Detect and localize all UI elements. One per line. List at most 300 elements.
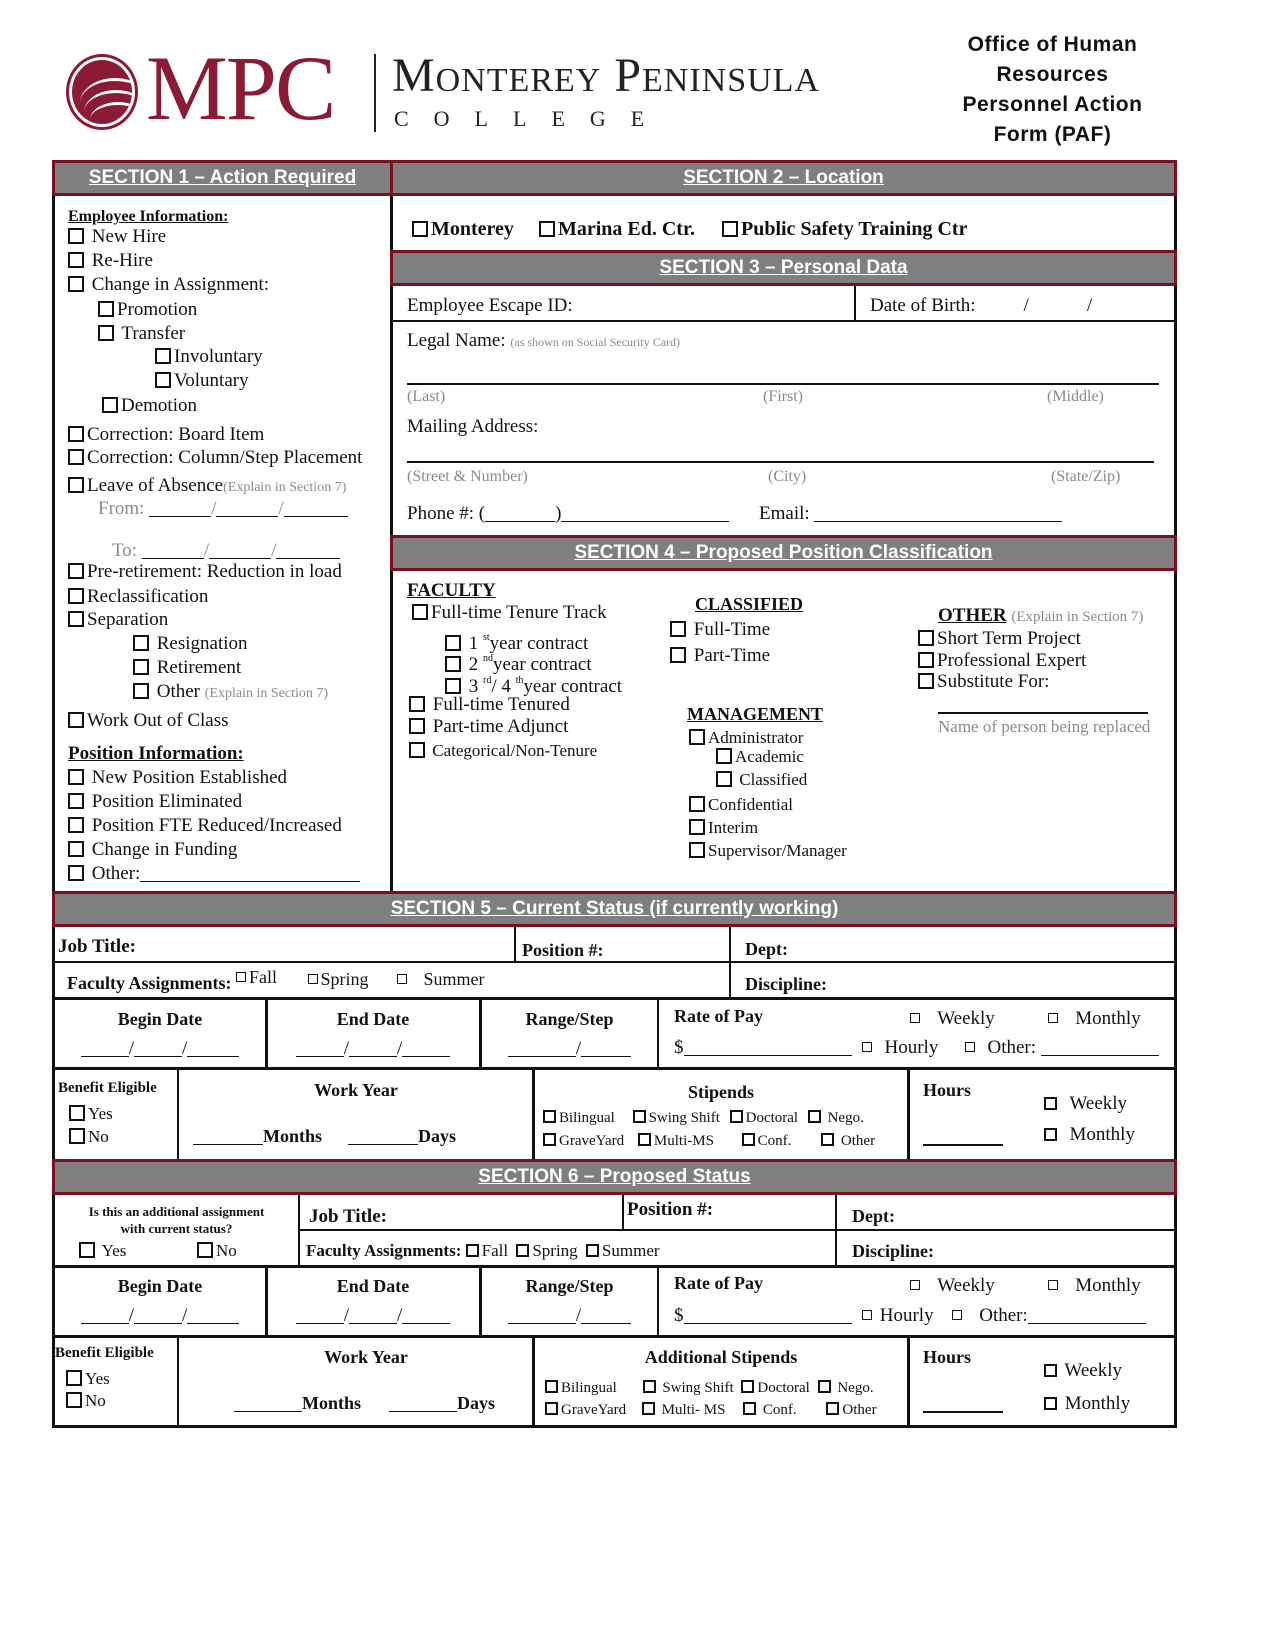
checkbox-icon[interactable] bbox=[1044, 1128, 1057, 1141]
dob-field[interactable]: Date of Birth: / / bbox=[870, 295, 1093, 316]
checkbox-icon[interactable] bbox=[952, 1310, 962, 1320]
checkbox-new-position[interactable] bbox=[68, 767, 287, 789]
label: Reclassification bbox=[87, 586, 209, 607]
s6-range-step-input[interactable]: / bbox=[482, 1305, 657, 1327]
management-heading: MANAGEMENT bbox=[687, 704, 823, 724]
s6-pay-hourly[interactable] bbox=[862, 1305, 934, 1327]
label: Pre-retirement: Reduction in load bbox=[87, 561, 342, 582]
checkbox-work-out-of-class[interactable] bbox=[68, 710, 229, 732]
s5-pay-monthly[interactable] bbox=[1048, 1008, 1141, 1030]
checkbox-icon[interactable] bbox=[910, 1280, 920, 1290]
legal-name-input[interactable] bbox=[407, 383, 1159, 385]
other-heading: OTHER bbox=[938, 605, 1007, 626]
checkbox-icon[interactable] bbox=[409, 718, 425, 734]
sup: th bbox=[515, 675, 524, 686]
leave-from-field[interactable]: From: / / bbox=[98, 498, 348, 520]
label: Nego. bbox=[827, 1110, 864, 1126]
checkbox-demotion[interactable] bbox=[102, 395, 197, 417]
position-other-input[interactable] bbox=[140, 864, 360, 882]
stipend-other[interactable] bbox=[821, 1133, 875, 1149]
s6-stipend-multi-ms[interactable] bbox=[642, 1402, 726, 1418]
employee-info-heading: Employee Information: bbox=[68, 208, 229, 225]
divider bbox=[514, 927, 516, 962]
stipend-conf[interactable] bbox=[742, 1133, 792, 1149]
label: Monterey bbox=[431, 218, 514, 240]
s6-end-date-input[interactable]: / / bbox=[268, 1305, 478, 1327]
s5-work-year-label: Work Year bbox=[314, 1080, 398, 1100]
checkbox-promotion[interactable] bbox=[98, 299, 197, 321]
label: Bilingual bbox=[561, 1380, 617, 1396]
checkbox-icon[interactable] bbox=[197, 1242, 213, 1258]
checkbox-pt-adjunct[interactable] bbox=[409, 716, 568, 738]
label: Monthly bbox=[1075, 1275, 1141, 1296]
college-subtitle: COLLEGE bbox=[394, 106, 670, 131]
mpc-logo-emblem bbox=[72, 60, 132, 124]
s6-rate-input[interactable] bbox=[674, 1305, 852, 1327]
s6-additional-no[interactable] bbox=[197, 1240, 237, 1262]
label: Conf. bbox=[757, 1133, 792, 1149]
checkbox-icon[interactable] bbox=[68, 712, 84, 728]
checkbox-involuntary[interactable] bbox=[155, 346, 263, 368]
label: Monthly bbox=[1075, 1008, 1141, 1029]
checkbox-resignation[interactable] bbox=[133, 633, 248, 655]
label: Hourly bbox=[884, 1037, 939, 1058]
checkbox-icon[interactable] bbox=[412, 604, 428, 620]
checkbox-icon[interactable] bbox=[69, 1128, 85, 1144]
label: Re-Hire bbox=[91, 250, 153, 271]
label: Classified bbox=[739, 770, 808, 789]
checkbox-marina[interactable] bbox=[539, 218, 695, 240]
checkbox-public-safety[interactable] bbox=[722, 218, 967, 240]
checkbox-icon[interactable] bbox=[466, 1244, 479, 1257]
checkbox-icon[interactable] bbox=[862, 1042, 872, 1052]
label: Yes bbox=[88, 1104, 113, 1123]
to-label: To: bbox=[112, 540, 138, 561]
checkbox-icon[interactable] bbox=[638, 1133, 651, 1146]
checkbox-icon[interactable] bbox=[965, 1042, 975, 1052]
checkbox-professional-expert[interactable] bbox=[918, 650, 1086, 672]
college-name: Monterey Peninsula bbox=[392, 49, 821, 102]
checkbox-icon[interactable] bbox=[409, 742, 425, 758]
s6-stipend-bilingual[interactable] bbox=[545, 1380, 617, 1396]
s6-pay-weekly[interactable] bbox=[910, 1275, 995, 1297]
checkbox-icon[interactable] bbox=[412, 221, 428, 237]
s5-spring-checkbox[interactable] bbox=[308, 969, 369, 989]
label: Other bbox=[840, 1133, 876, 1149]
label: year contract bbox=[489, 633, 589, 654]
divider bbox=[907, 1067, 910, 1159]
label: GraveYard bbox=[561, 1402, 627, 1418]
checkbox-icon[interactable] bbox=[66, 1370, 82, 1386]
checkbox-icon[interactable] bbox=[68, 588, 84, 604]
s6-stipend-nego[interactable] bbox=[818, 1380, 874, 1396]
checkbox-icon[interactable] bbox=[1044, 1364, 1057, 1377]
label: Correction: Column/Step Placement bbox=[87, 447, 363, 468]
sup: rd bbox=[483, 675, 492, 686]
dob-label: Date of Birth: bbox=[870, 295, 976, 316]
checkbox-icon[interactable] bbox=[68, 817, 84, 833]
label: Public Safety Training Ctr bbox=[740, 218, 968, 240]
form-border-left bbox=[52, 160, 55, 1428]
section1-header: SECTION 1 – Action Required bbox=[52, 160, 393, 196]
checkbox-icon[interactable] bbox=[79, 1242, 95, 1258]
s5-begin-date-input[interactable]: / / bbox=[55, 1038, 265, 1060]
label: New Position Established bbox=[91, 767, 288, 788]
checkbox-icon[interactable] bbox=[236, 972, 246, 982]
s5-rate-label: Rate of Pay bbox=[674, 1006, 763, 1026]
s6-job-title-field[interactable]: Job Title: bbox=[309, 1206, 387, 1227]
label: Professional Expert bbox=[937, 650, 1087, 671]
divider bbox=[52, 961, 1177, 963]
checkbox-icon[interactable] bbox=[808, 1110, 821, 1123]
checkbox-icon[interactable] bbox=[643, 1380, 656, 1393]
s6-benefit-no[interactable] bbox=[66, 1390, 106, 1412]
street-caption: (Street & Number) bbox=[407, 468, 528, 485]
checkbox-mgmt-classified[interactable] bbox=[716, 769, 807, 791]
checkbox-icon[interactable] bbox=[642, 1402, 655, 1415]
replaced-caption: Name of person being replaced bbox=[938, 717, 1151, 736]
checkbox-icon[interactable] bbox=[102, 397, 118, 413]
checkbox-icon[interactable] bbox=[68, 228, 84, 244]
checkbox-icon[interactable] bbox=[68, 611, 84, 627]
checkbox-icon[interactable] bbox=[1044, 1397, 1057, 1410]
checkbox-icon[interactable] bbox=[155, 372, 171, 388]
checkbox-leave-absence[interactable] bbox=[68, 475, 346, 499]
first-caption: (First) bbox=[763, 388, 803, 405]
checkbox-icon[interactable] bbox=[68, 449, 84, 465]
checkbox-icon[interactable] bbox=[1048, 1280, 1058, 1290]
s6-summer-checkbox[interactable] bbox=[586, 1241, 660, 1260]
s5-benefit-yes[interactable] bbox=[69, 1103, 113, 1125]
divider bbox=[907, 1335, 910, 1427]
checkbox-academic[interactable] bbox=[716, 746, 804, 768]
position-info-heading: Position Information: bbox=[68, 743, 244, 764]
s6-spring-checkbox[interactable] bbox=[516, 1241, 577, 1260]
leave-note: (Explain in Section 7) bbox=[223, 480, 347, 495]
section2-header: SECTION 2 – Location bbox=[390, 160, 1177, 196]
checkbox-categorical[interactable] bbox=[409, 740, 597, 762]
s5-hours-label: Hours bbox=[923, 1080, 972, 1100]
stipend-swing[interactable] bbox=[633, 1110, 720, 1126]
s6-dept-field[interactable]: Dept: bbox=[852, 1206, 895, 1226]
checkbox-other-separation[interactable] bbox=[133, 681, 328, 705]
s5-dept-field[interactable]: Dept: bbox=[745, 939, 788, 959]
s6-benefit-label: Benefit Eligible bbox=[55, 1345, 154, 1361]
checkbox-icon[interactable] bbox=[68, 477, 84, 493]
label: No bbox=[216, 1241, 237, 1260]
checkbox-icon[interactable] bbox=[743, 1402, 756, 1415]
s5-job-title-field[interactable]: Job Title: bbox=[58, 936, 136, 957]
s5-range-step-label: Range/Step bbox=[525, 1009, 614, 1029]
s6-additional-yes[interactable] bbox=[79, 1240, 126, 1262]
checkbox-icon[interactable] bbox=[397, 974, 407, 984]
checkbox-icon[interactable] bbox=[910, 1013, 920, 1023]
checkbox-icon[interactable] bbox=[308, 974, 318, 984]
checkbox-icon[interactable] bbox=[69, 1105, 85, 1121]
email-field[interactable] bbox=[759, 503, 1062, 525]
s6-hours-input[interactable] bbox=[923, 1411, 1003, 1413]
substitute-name-input[interactable] bbox=[938, 712, 1148, 714]
checkbox-icon[interactable] bbox=[742, 1133, 755, 1146]
checkbox-icon[interactable] bbox=[689, 729, 705, 745]
label: Monthly bbox=[1069, 1124, 1135, 1145]
checkbox-icon[interactable] bbox=[586, 1244, 599, 1257]
checkbox-icon[interactable] bbox=[68, 276, 84, 292]
s6-faculty-assignments bbox=[306, 1240, 660, 1262]
label: Yes bbox=[85, 1369, 110, 1388]
label: / 4 bbox=[491, 676, 511, 697]
s5-benefit-no[interactable] bbox=[69, 1126, 109, 1148]
s5-rate-input[interactable] bbox=[674, 1037, 852, 1059]
label: Confidential bbox=[708, 795, 793, 814]
s6-stipend-swing[interactable] bbox=[643, 1380, 734, 1396]
checkbox-icon[interactable] bbox=[1044, 1097, 1057, 1110]
s6-benefit-yes[interactable] bbox=[66, 1368, 110, 1390]
checkbox-icon[interactable] bbox=[670, 621, 686, 637]
label: Hourly bbox=[879, 1305, 934, 1326]
checkbox-icon[interactable] bbox=[716, 748, 732, 764]
checkbox-voluntary[interactable] bbox=[155, 370, 249, 392]
s6-begin-date-input[interactable]: / / bbox=[55, 1305, 265, 1327]
s5-hours-monthly[interactable] bbox=[1044, 1124, 1135, 1146]
s6-stipend-other[interactable] bbox=[826, 1402, 876, 1418]
s6-stipend-graveyard[interactable] bbox=[545, 1402, 626, 1418]
months-label: Months bbox=[302, 1393, 362, 1413]
checkbox-re-hire[interactable] bbox=[68, 250, 153, 272]
s5-pay-hourly[interactable] bbox=[862, 1037, 938, 1059]
s6-fall-checkbox[interactable] bbox=[466, 1241, 508, 1260]
mailing-address-input[interactable] bbox=[407, 461, 1154, 463]
leave-to-field[interactable]: To: / / bbox=[112, 540, 340, 562]
s6-stipend-conf[interactable] bbox=[743, 1402, 797, 1418]
classified-heading: CLASSIFIED bbox=[695, 594, 804, 614]
checkbox-icon[interactable] bbox=[821, 1133, 834, 1146]
checkbox-icon[interactable] bbox=[826, 1402, 839, 1415]
label: Substitute For: bbox=[937, 671, 1050, 692]
checkbox-icon[interactable] bbox=[155, 348, 171, 364]
checkbox-classified-ft[interactable] bbox=[670, 619, 770, 641]
checkbox-change-funding[interactable] bbox=[68, 839, 237, 861]
dollar-sign: $ bbox=[674, 1037, 684, 1058]
checkbox-ft-tenure-track[interactable] bbox=[412, 602, 607, 624]
s6-hours-label: Hours bbox=[923, 1347, 972, 1367]
label: Summer bbox=[423, 969, 485, 989]
checkbox-new-hire[interactable] bbox=[68, 226, 166, 248]
label: Doctoral bbox=[757, 1380, 810, 1396]
checkbox-icon[interactable] bbox=[633, 1110, 646, 1123]
label: Position Eliminated bbox=[91, 791, 243, 812]
s5-hours-weekly[interactable] bbox=[1044, 1093, 1127, 1115]
checkbox-icon[interactable] bbox=[66, 1392, 82, 1408]
label: GraveYard bbox=[559, 1133, 625, 1149]
s5-discipline-field[interactable]: Discipline: bbox=[745, 974, 828, 994]
checkbox-icon[interactable] bbox=[722, 221, 738, 237]
other-note: (Explain in Section 7) bbox=[1011, 609, 1144, 625]
checkbox-change-assignment[interactable] bbox=[68, 274, 269, 296]
s5-range-step-input[interactable]: / bbox=[482, 1038, 657, 1060]
form-title-line: Resources bbox=[996, 63, 1109, 86]
form-title-line: Form (PAF) bbox=[993, 123, 1112, 146]
checkbox-icon[interactable] bbox=[545, 1380, 558, 1393]
stipend-nego[interactable] bbox=[808, 1110, 864, 1126]
checkbox-retirement[interactable] bbox=[133, 657, 241, 679]
checkbox-icon[interactable] bbox=[68, 252, 84, 268]
s6-discipline-field[interactable]: Discipline: bbox=[852, 1241, 935, 1261]
phone-close: ) bbox=[555, 503, 562, 524]
s5-pay-weekly[interactable] bbox=[910, 1008, 995, 1030]
checkbox-icon[interactable] bbox=[741, 1380, 754, 1393]
checkbox-ft-tenured[interactable] bbox=[409, 694, 570, 716]
label: Monthly bbox=[1064, 1393, 1131, 1414]
checkbox-icon[interactable] bbox=[543, 1133, 556, 1146]
s5-summer-checkbox[interactable] bbox=[397, 969, 485, 989]
checkbox-icon[interactable] bbox=[1048, 1013, 1058, 1023]
s6-hours-monthly[interactable] bbox=[1044, 1393, 1130, 1415]
s6-stipend-doctoral[interactable] bbox=[741, 1380, 809, 1396]
checkbox-separation[interactable] bbox=[68, 609, 168, 631]
label: Bilingual bbox=[559, 1110, 615, 1126]
s6-hours-weekly[interactable] bbox=[1044, 1360, 1122, 1382]
checkbox-icon[interactable] bbox=[689, 842, 705, 858]
checkbox-icon[interactable] bbox=[68, 793, 84, 809]
s6-pay-other[interactable] bbox=[952, 1305, 1146, 1327]
checkbox-icon[interactable] bbox=[68, 769, 84, 785]
label: Swing Shift bbox=[648, 1110, 720, 1126]
checkbox-interim[interactable] bbox=[689, 817, 758, 839]
logo-divider bbox=[374, 54, 376, 132]
checkbox-icon[interactable] bbox=[68, 865, 84, 881]
logo-mpc-wordmark: MPC bbox=[146, 37, 335, 139]
s6-stipends-row2 bbox=[545, 1399, 877, 1421]
stipend-multi-ms[interactable] bbox=[638, 1133, 714, 1149]
divider bbox=[298, 1195, 300, 1267]
label: Transfer bbox=[121, 323, 186, 344]
s5-begin-date-label: Begin Date bbox=[117, 1009, 203, 1029]
checkbox-icon[interactable] bbox=[689, 796, 705, 812]
checkbox-icon[interactable] bbox=[133, 683, 149, 699]
middle-caption: (Middle) bbox=[1047, 388, 1104, 405]
checkbox-icon[interactable] bbox=[543, 1110, 556, 1123]
checkbox-short-term[interactable] bbox=[918, 628, 1081, 650]
checkbox-icon[interactable] bbox=[133, 635, 149, 651]
checkbox-icon[interactable] bbox=[545, 1402, 558, 1415]
stipend-doctoral[interactable] bbox=[730, 1110, 798, 1126]
checkbox-icon[interactable] bbox=[918, 673, 934, 689]
checkbox-icon[interactable] bbox=[670, 647, 686, 663]
label: Position FTE Reduced/Increased bbox=[91, 815, 342, 836]
divider bbox=[729, 927, 731, 998]
divider bbox=[657, 997, 659, 1069]
label: Spring bbox=[532, 1241, 578, 1260]
checkbox-icon[interactable] bbox=[918, 652, 934, 668]
s6-begin-date-label: Begin Date bbox=[117, 1276, 203, 1296]
last-caption: (Last) bbox=[407, 388, 446, 405]
s5-end-date-label: End Date bbox=[336, 1009, 410, 1029]
label: Other bbox=[156, 681, 201, 702]
checkbox-icon[interactable] bbox=[818, 1380, 831, 1393]
s5-hours-input[interactable] bbox=[923, 1144, 1003, 1146]
checkbox-icon[interactable] bbox=[68, 841, 84, 857]
label: Conf. bbox=[762, 1402, 797, 1418]
legal-name-label: Legal Name: bbox=[407, 330, 506, 351]
checkbox-correction-column[interactable] bbox=[68, 447, 362, 469]
label: Multi- MS bbox=[661, 1402, 726, 1418]
checkbox-classified-pt[interactable] bbox=[670, 645, 770, 667]
checkbox-icon[interactable] bbox=[409, 696, 425, 712]
label: Weekly bbox=[1064, 1360, 1122, 1381]
checkbox-icon[interactable] bbox=[98, 325, 114, 341]
s6-work-year-input[interactable] bbox=[234, 1392, 495, 1414]
label: Short Term Project bbox=[937, 628, 1081, 649]
mailing-address-label: Mailing Address: bbox=[407, 416, 539, 437]
label: Fall bbox=[249, 967, 278, 987]
checkbox-icon[interactable] bbox=[98, 301, 114, 317]
label: Other: bbox=[91, 863, 141, 884]
email-label: Email: bbox=[759, 503, 810, 524]
checkbox-transfer[interactable] bbox=[98, 323, 185, 345]
label: Categorical/Non-Tenure bbox=[432, 741, 598, 760]
checkbox-position-other[interactable] bbox=[68, 863, 360, 885]
checkbox-icon[interactable] bbox=[539, 221, 555, 237]
label: Multi-MS bbox=[653, 1133, 714, 1149]
checkbox-icon[interactable] bbox=[445, 678, 461, 694]
checkbox-icon[interactable] bbox=[862, 1310, 872, 1320]
s6-position-field[interactable]: Position #: bbox=[627, 1199, 714, 1220]
checkbox-icon[interactable] bbox=[68, 563, 84, 579]
stipend-bilingual[interactable] bbox=[543, 1110, 615, 1126]
checkbox-fte-change[interactable] bbox=[68, 815, 342, 837]
checkbox-confidential[interactable] bbox=[689, 794, 793, 816]
checkbox-position-eliminated[interactable] bbox=[68, 791, 242, 813]
label: Fall bbox=[481, 1241, 509, 1260]
divider bbox=[52, 997, 1177, 1000]
checkbox-substitute[interactable] bbox=[918, 671, 1049, 693]
phone-field[interactable] bbox=[407, 503, 729, 525]
label: Other: bbox=[987, 1037, 1037, 1058]
other-heading-row bbox=[938, 605, 1143, 628]
divider bbox=[52, 1067, 1177, 1070]
s5-fall-checkbox[interactable] bbox=[236, 967, 277, 987]
checkbox-icon[interactable] bbox=[133, 659, 149, 675]
divider bbox=[657, 1265, 659, 1337]
checkbox-supervisor[interactable] bbox=[689, 840, 847, 862]
checkbox-icon[interactable] bbox=[516, 1244, 529, 1257]
checkbox-monterey[interactable] bbox=[412, 218, 514, 240]
checkbox-correction-board[interactable] bbox=[68, 424, 264, 446]
stipend-graveyard[interactable] bbox=[543, 1133, 624, 1149]
s6-stipends-row1 bbox=[545, 1377, 874, 1399]
checkbox-icon[interactable] bbox=[730, 1110, 743, 1123]
escape-id-field[interactable] bbox=[407, 295, 573, 317]
checkbox-icon[interactable] bbox=[68, 426, 84, 442]
checkbox-reclassification[interactable] bbox=[68, 586, 208, 608]
label: year contract bbox=[493, 654, 592, 675]
form-title-line: Office of Human bbox=[967, 33, 1138, 56]
s5-end-date-input[interactable]: / / bbox=[268, 1038, 478, 1060]
s5-position-field[interactable]: Position #: bbox=[522, 940, 604, 960]
checkbox-pre-retirement[interactable] bbox=[68, 561, 342, 583]
label: Weekly bbox=[1069, 1093, 1128, 1114]
checkbox-icon[interactable] bbox=[716, 771, 732, 787]
checkbox-icon[interactable] bbox=[689, 819, 705, 835]
label: Swing Shift bbox=[662, 1380, 734, 1396]
s5-pay-other[interactable] bbox=[965, 1037, 1159, 1059]
s6-pay-monthly[interactable] bbox=[1048, 1275, 1141, 1297]
checkbox-icon[interactable] bbox=[918, 630, 934, 646]
s5-faculty-assignments bbox=[67, 967, 485, 994]
s5-work-year-input[interactable] bbox=[193, 1125, 456, 1147]
label: No bbox=[85, 1391, 106, 1410]
